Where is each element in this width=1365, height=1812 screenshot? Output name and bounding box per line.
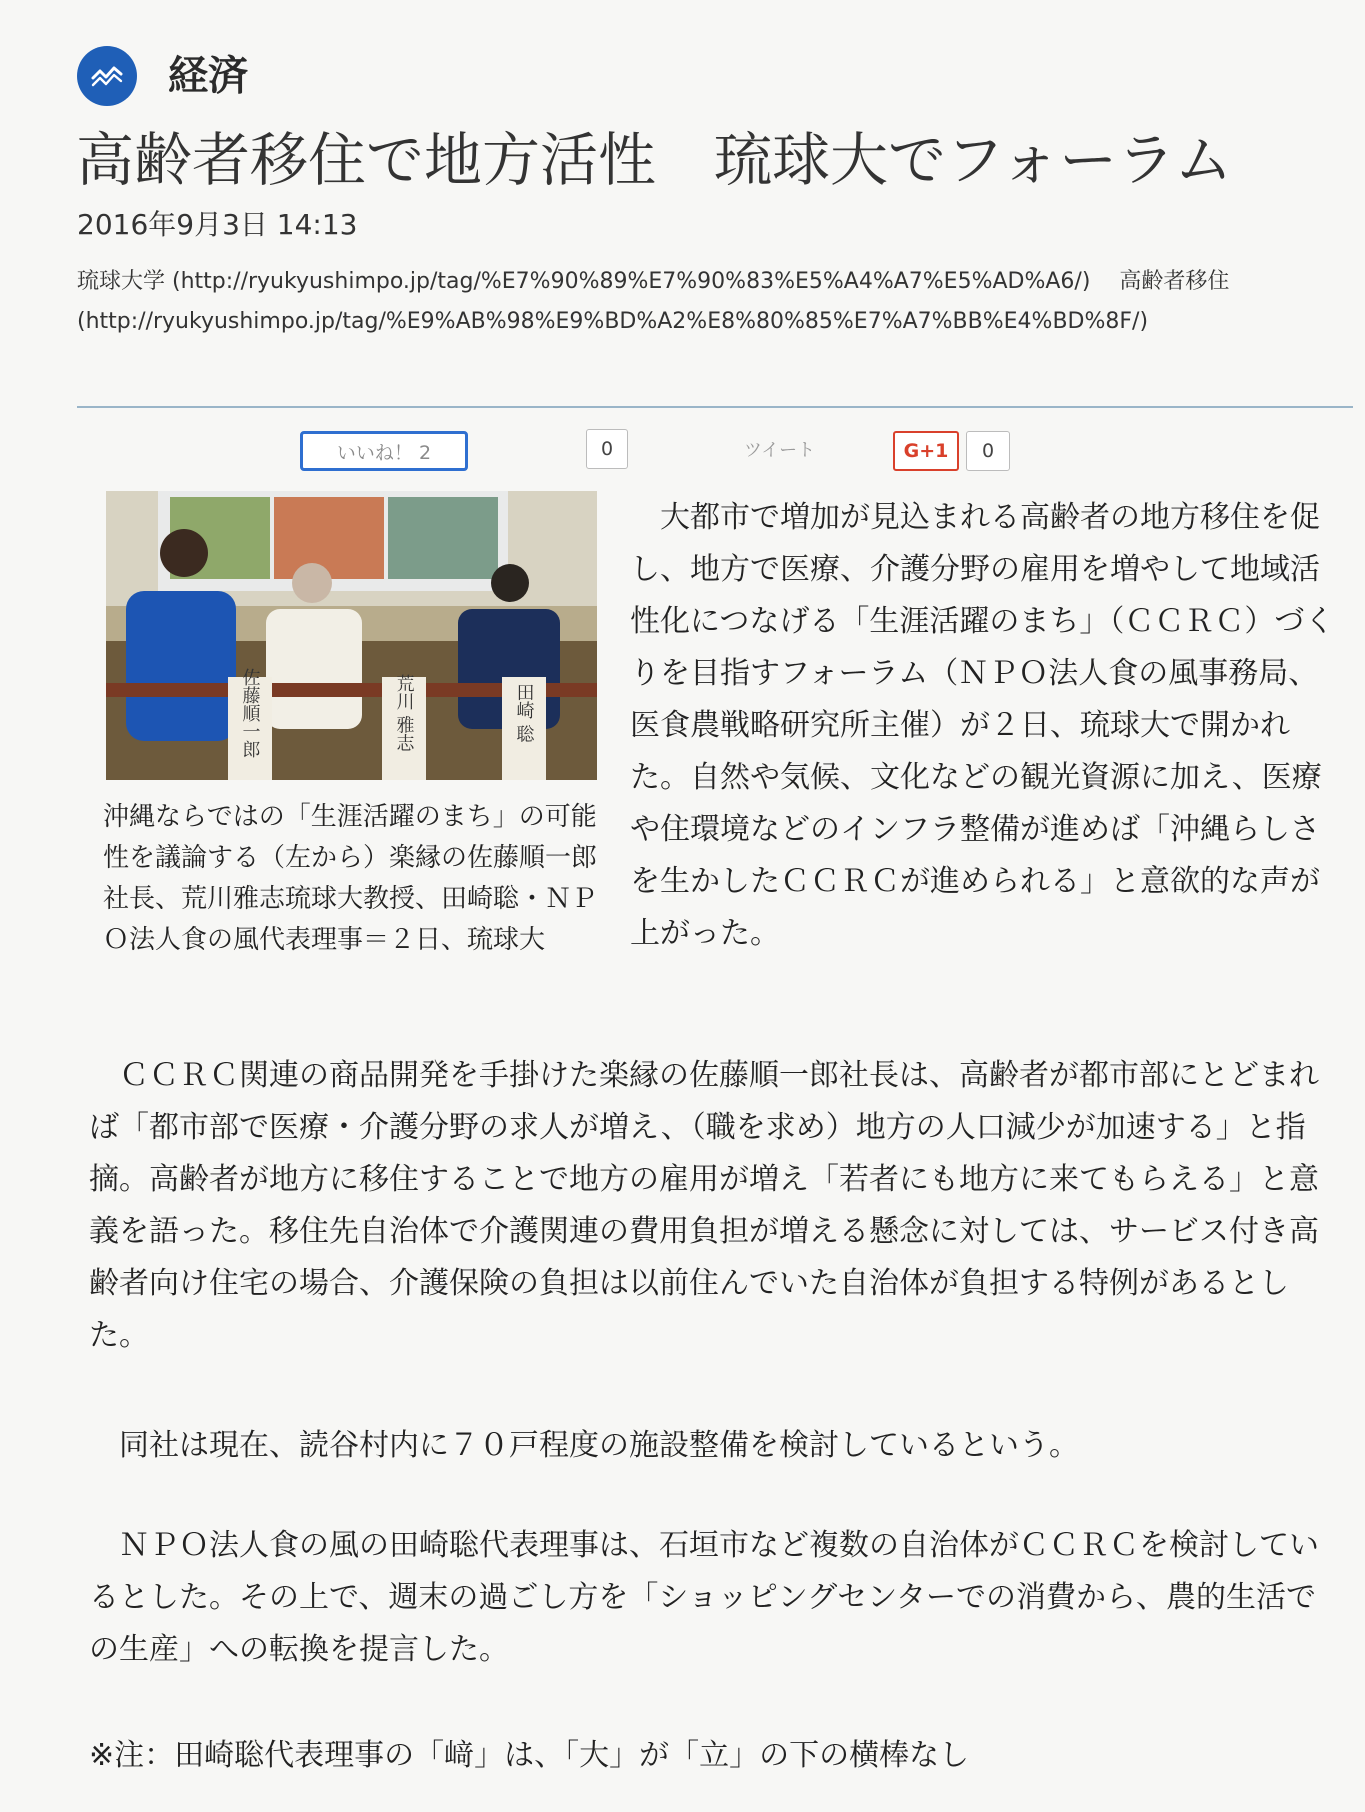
body-paragraph-1: ＣＣＲＣ関連の商品開発を手掛けた楽縁の佐藤順一郎社長は、高齢者が都市部にとどまれば「都市部で医療・介護分野の求人が増え、（職を求め）地方の人口減少が加速する」と指摘。高齢者が地方に移住することで地方の雇用が増え「若者にも地方に来てもらえる」と意義を語った。移住先自治体で介護関連の費用負担が増える懸念に対しては、サービス付き高齢者向け住宅の場合、介護保険の負担は以前住んでいた自治体が負担する特例があるとした。 xyxy=(89,1058,1319,1353)
tag-url: (http://ryukyushimpo.jp/tag/%E7%90%89%E7%90%83%E5%A4%A7%E5%AD%A6/) xyxy=(172,269,1091,294)
tag-list xyxy=(77,262,1335,342)
footnote: ※注：田崎聡代表理事の「﨑」は、「大」が「立」の下の横棒なし xyxy=(89,1738,970,1773)
name-card-1: 佐藤順一郎 xyxy=(239,668,261,758)
facebook-like-button[interactable]: いいね！ 2 xyxy=(300,431,468,471)
tag-label: 高齢者移住 xyxy=(1119,269,1230,294)
publish-date: 2016年9月3日 14:13 xyxy=(77,208,358,241)
photo-caption: 沖縄ならではの「生涯活躍のまち」の可能性を議論する（左から）楽縁の佐藤順一郎社長、荒川雅志琉球大教授、田崎聡・ＮＰＯ法人食の風代表理事＝２日、琉球大 xyxy=(103,802,598,955)
name-card-2: 荒川 雅志 xyxy=(393,674,415,752)
category-label[interactable]: 経済 xyxy=(168,53,248,99)
google-plus-button[interactable]: G+1 xyxy=(893,431,959,471)
lead-text: 大都市で増加が見込まれる高齢者の地方移住を促し、地方で医療、介護分野の雇用を増やして地域活性化につなげる「生涯活躍のまち」（ＣＣＲＣ）づくりを目指すフォーラム（ＮＰＯ法人食の風事務局、医食農戦略研究所主催）が２日、琉球大で開かれた。自然や気候、文化などの観光資源に加え、医療や住環境などのインフラ整備が進めば「沖縄らしさを生かしたＣＣＲＣが進められる」と意欲的な声が上がった。 xyxy=(630,500,1335,951)
tag-link-ryukyu-university[interactable] xyxy=(77,269,1090,294)
body-paragraph-3: ＮＰＯ法人食の風の田崎聡代表理事は、石垣市など複数の自治体がＣＣＲＣを検討しているとした。その上で、週末の過ごし方を「ショッピングセンターでの消費から、農的生活での生産」への転換を提言した。 xyxy=(89,1528,1319,1667)
trend-chart-icon xyxy=(77,46,137,106)
gplus-count-bubble: 0 xyxy=(966,431,1010,471)
body-paragraph-2: 同社は現在、読谷村内に７０戸程度の施設整備を検討しているという。 xyxy=(119,1428,1079,1463)
share-count-bubble[interactable]: 0 xyxy=(586,429,628,469)
tag-label: 琉球大学 xyxy=(77,269,166,294)
tag-url: (http://ryukyushimpo.jp/tag/%E9%AB%98%E9%BD%A2%E8%80%85%E7%A7%BB%E4%BD%8F/) xyxy=(77,309,1149,334)
forum-photo[interactable] xyxy=(106,491,597,780)
tweet-button[interactable]: ツイート xyxy=(744,440,816,461)
name-card-3: 田崎 聡 xyxy=(513,683,535,743)
article-headline: 高齢者移住で地方活性 琉球大でフォーラム xyxy=(76,126,1233,194)
divider xyxy=(77,406,1353,408)
lead-paragraph xyxy=(630,492,1335,960)
